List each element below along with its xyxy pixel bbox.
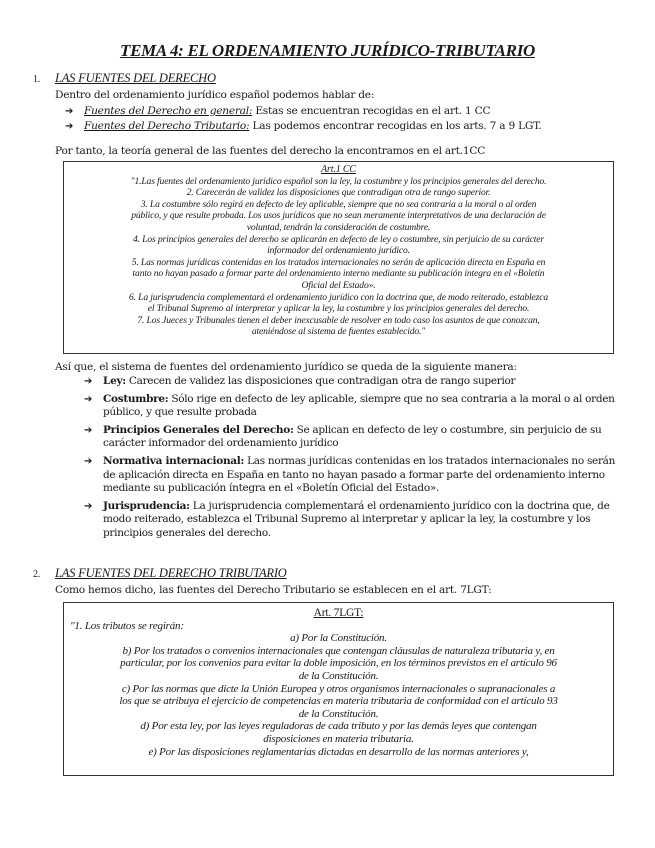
bullet-text: Estas se encuentran recogidas en el art. 1 CC (252, 105, 491, 117)
section-2-heading (33, 566, 287, 581)
list-item-term: Jurisprudencia: (103, 499, 190, 512)
quote-line: voluntad, tendrán la consideración de costumbre. (246, 221, 431, 233)
list-item-term: Normativa internacional: (103, 454, 245, 467)
quote-line: los que se atribuya el ejercicio de competencias en materia tributaria de conformidad con el artículo 93 (119, 695, 558, 708)
section-1-intro: Dentro del ordenamiento jurídico español podemos hablar de: (55, 89, 375, 101)
quote-heading: Art. 7LGT: (313, 607, 364, 619)
section-1-heading (33, 71, 216, 86)
list-item (84, 455, 624, 496)
section-2-title: LAS FUENTES DEL DERECHO TRIBUTARIO (55, 566, 287, 580)
list-item-term: Costumbre: (103, 392, 169, 405)
quote-line: "1.Las fuentes del ordenamiento jurídico español son la ley, la costumbre y los principios generales del derecho. (130, 175, 547, 187)
quote-line: c) Por las normas que dicte la Unión Europea y otros organismos internacionales o supranacionales a (121, 682, 556, 695)
bullet-link: Fuentes del Derecho en general: (84, 105, 253, 117)
quote-line: "1. Los tributos se regirán: (70, 619, 184, 632)
quote-line: b) Por los tratados o convenios internacionales que contengan cláusulas de naturaleza tributaria y, en (122, 644, 555, 657)
arrow-icon: ➔ (65, 106, 74, 117)
quote-line: particular, por los convenios para evitar la doble imposición, en los términos previstos en el artículo 96 (120, 657, 557, 670)
list-item (84, 500, 624, 541)
bullet-tax-sources (65, 119, 541, 134)
quote-line: público, y que resulte probada. Los usos jurídicos que no sean meramente interpretativos de una declaración de (131, 210, 546, 222)
quote-line: 5. Las normas jurídicas contenidas en los tratados internacionales no serán de aplicación directa en España en (131, 256, 546, 268)
arrow-icon: ➔ (84, 500, 93, 512)
quote-line: el Tribunal Supremo al interpretar y aplicar la ley, la costumbre y los principios generales del derecho. (147, 303, 530, 315)
section-1-number: 1. (33, 74, 41, 85)
list-item (84, 375, 624, 389)
list-item-text: Se aplican en defecto de ley o costumbre, sin perjuicio de su carácter informador del ordenamiento jurídico (103, 423, 602, 450)
section-2-number: 2. (33, 569, 41, 580)
quote-line: ateniéndose al sistema de fuentes establecido." (251, 326, 426, 338)
list-item-text: La jurisprudencia complementará el ordenamiento jurídico con la doctrina que, de modo reiterado, establezca el Tribunal Supremo al interpretar y aplicar la ley, la costumbre y los principios generales del derecho. (103, 499, 610, 539)
quote-line: tanto no hayan pasado a formar parte del ordenamiento interno mediante su publicación íntegra en el «Boletín (132, 268, 545, 280)
arrow-icon: ➔ (84, 424, 93, 436)
list-item (84, 424, 624, 451)
section-1-conclusion: Por tanto, la teoría general de las fuentes del derecho la encontramos en el art.1CC (55, 145, 486, 157)
section-2-intro: Como hemos dicho, las fuentes del Derecho Tributario se establecen en el art. 7LGT: (55, 584, 492, 596)
arrow-icon: ➔ (84, 455, 93, 467)
quote-heading: Art.1 CC (321, 164, 356, 175)
list-item-text: Sólo rige en defecto de ley aplicable, siempre que no sea contraria a la moral o al orden público, y que resulte probada (103, 392, 615, 419)
bullet-text: Las podemos encontrar recogidas en los arts. 7 a 9 LGT. (249, 120, 542, 132)
list-item-term: Ley: (103, 375, 126, 387)
quote-line: disposiciones en materia tributaria. (263, 732, 414, 745)
quote-line: e) Por las disposiciones reglamentarias dictadas en desarrollo de las normas anteriores y, (148, 745, 529, 758)
list-item (84, 393, 624, 420)
art-7-lgt-quote-box (63, 602, 614, 776)
quote-line: 3. La costumbre sólo regirá en defecto de ley aplicable, siempre que no sea contraria a la moral o al orden (140, 198, 537, 210)
quote-line: a) Por la Constitución. (290, 632, 387, 645)
quote-line: 7. Los Jueces y Tribunales tienen el deber inexcusable de resolver en todo caso los asuntos de que conozcan, (137, 314, 540, 326)
quote-line: informador del ordenamiento jurídico. (267, 245, 410, 257)
quote-line: 6. La jurisprudencia complementará el ordenamiento jurídico con la doctrina que, de modo reiterado, establezca (129, 291, 548, 303)
list-item-term: Principios Generales del Derecho: (103, 423, 294, 436)
page-title: TEMA 4: EL ORDENAMIENTO JURÍDICO-TRIBUTARIO (119, 41, 535, 60)
quote-line: d) Por esta ley, por las leyes reguladoras de cada tributo y por las demás leyes que contengan (140, 720, 537, 733)
list-item-text: Carecen de validez las disposiciones que contradigan otra de rango superior (125, 375, 516, 387)
quote-line: Oficial del Estado». (301, 279, 376, 291)
list-item-text: Las normas jurídicas contenidas en los tratados internacionales no serán de aplicación directa en España en tanto no hayan pasado a formar parte del ordenamiento interno mediante su publicación íntegra en el «Boletín Oficial del Estado». (103, 454, 616, 495)
quote-line: de la Constitución. (298, 707, 379, 720)
quote-line: 2. Carecerán de validez las disposiciones que contradigan otra de rango superior. (186, 187, 491, 199)
arrow-icon: ➔ (65, 121, 74, 132)
section-1-title: LAS FUENTES DEL DERECHO (55, 71, 216, 85)
arrow-icon: ➔ (84, 376, 93, 387)
quote-line: de la Constitución. (298, 669, 379, 682)
summary-intro: Así que, el sistema de fuentes del ordenamiento jurídico se queda de la siguiente manera: (55, 361, 517, 373)
art-1-cc-quote-box (63, 161, 614, 354)
bullet-general-sources (65, 104, 490, 119)
arrow-icon: ➔ (84, 393, 93, 405)
sources-summary-list (84, 375, 624, 545)
bullet-link: Fuentes del Derecho Tributario: (84, 120, 250, 132)
quote-line: 4. Los principios generales del derecho se aplicarán en defecto de ley o costumbre, sin perjuicio de su carácter (133, 233, 544, 245)
